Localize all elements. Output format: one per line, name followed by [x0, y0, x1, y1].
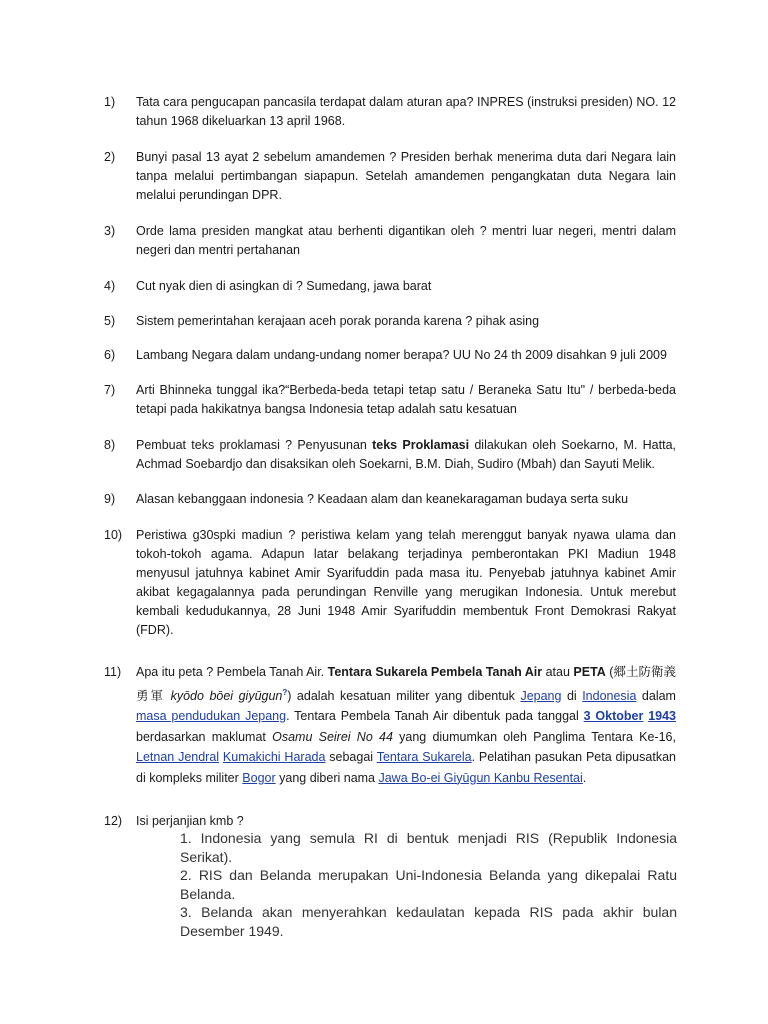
question-number: 1) [104, 95, 116, 109]
question-5 [104, 312, 676, 331]
link-letnan-jendral[interactable]: Letnan Jendral [136, 750, 220, 765]
link-jawa-bo-ei[interactable]: Jawa Bo-ei Giyūgun Kanbu Resentai [378, 770, 583, 785]
question-8 [104, 436, 676, 474]
question-text: Sistem pemerintahan kerajaan aceh porak poranda karena ? pihak asing [136, 314, 540, 328]
question-text-part: Apa itu peta ? Pembela Tanah Air. [136, 665, 328, 679]
question-text-part: yang diberi nama [275, 770, 379, 785]
link-bogor[interactable]: Bogor [242, 770, 276, 785]
question-text-part: atau [542, 665, 574, 679]
question-9 [104, 490, 676, 509]
link-1943[interactable]: 1943 [648, 709, 676, 724]
question-number: 2) [104, 150, 116, 164]
list-item: 3. Belanda akan menyerahkan kedaulatan kepada RIS pada akhir bulan Desember 1949. [180, 904, 677, 939]
question-text [136, 436, 676, 474]
question-number: 12) [104, 814, 123, 828]
kanji-text: 郷土防衛義勇軍 [136, 664, 677, 703]
question-number: 8) [104, 438, 116, 452]
question-text-part: . [582, 770, 587, 785]
question-1 [104, 93, 676, 131]
question-3 [104, 222, 676, 260]
question-text: Cut nyak dien di asingkan di ? Sumedang, jawa barat [136, 279, 432, 293]
question-text: Bunyi pasal 13 ayat 2 sebelum amandemen ? Presiden berhak menerima duta dari Negara lain tanpa melalui pertimbangan siapapun. Setelah amandemen pengangkatan duta Negara lain melalui perundingan DPR. [136, 150, 676, 202]
question-number: 7) [104, 383, 116, 397]
bold-text: PETA [573, 665, 606, 679]
question-text-part: ) adalah kesatuan militer yang dibentuk [287, 688, 521, 703]
question-text-part: dilakukan oleh Soekarno, M. Hatta, Achmad Soebardjo dan disaksikan oleh Soekarni, B.M. Diah, Sudiro (Mbah) dan Sayuti Melik. [136, 438, 677, 471]
question-number: 10) [104, 528, 123, 542]
question-text: Arti Bhinneka tunggal ika?“Berbeda-beda tetapi tetap satu / Beraneka Satu Itu" / berbeda-beda tetapi pada hakikatnya bangsa Indonesia tetap adalah satu kesatuan [136, 383, 676, 416]
question-number: 6) [104, 348, 116, 362]
question-text-part: . Tentara Pembela Tanah Air dibentuk pada tanggal [286, 709, 584, 724]
question-number: 4) [104, 279, 116, 293]
question-text-part: berdasarkan maklumat [136, 729, 273, 744]
question-text: Lambang Negara dalam undang-undang nomer berapa? UU No 24 th 2009 disahkan 9 juli 2009 [136, 348, 667, 362]
question-text-part: ( [605, 665, 614, 679]
italic-text: Osamu Seirei No 44 [272, 729, 393, 744]
link-masa-pendudukan-jepang[interactable]: masa pendudukan Jepang [136, 709, 287, 724]
list-item: 2. RIS dan Belanda merupakan Uni-Indonesia Belanda yang dikepalai Ratu Belanda. [180, 867, 677, 902]
question-4 [104, 277, 676, 296]
bold-text: Tentara Sukarela Pembela Tanah Air [327, 665, 543, 679]
question-text: Tata cara pengucapan pancasila terdapat dalam aturan apa? INPRES (instruksi presiden) NO. 12 tahun 1968 dikeluarkan 13 april 1968. [136, 95, 676, 128]
question-number: 11) [104, 665, 122, 679]
question-6 [104, 346, 676, 365]
italic-text: kyōdo bōei giyūgun [165, 688, 283, 703]
question-number: 3) [104, 224, 116, 238]
link-kumakichi-harada[interactable]: Kumakichi Harada [222, 750, 326, 765]
question-text: Peristiwa g30spki madiun ? peristiwa kelam yang telah merenggut banyak nyawa ulama dan tokoh-tokoh agama. Adapun latar belakang terjadinya pemberontakan PKI Madiun 1948 menyusul jatuhnya kabinet Amir Syarifuddin pada masa itu. Penyebab jatuhnya kabinet Amir akibat kegagalannya pada perundingan Renville yang merugikan Indonesia. Untuk merebut kembali kedudukannya, 28 Juni 1948 Amir Syarifuddin membentuk Front Demokrasi Rakyat (FDR). [136, 528, 676, 637]
question-text [136, 662, 676, 788]
question-text: Alasan kebanggaan indonesia ? Keadaan alam dan keanekaragaman budaya serta suku [136, 492, 629, 506]
link-jepang[interactable]: Jepang [520, 688, 562, 703]
list-item: 1. Indonesia yang semula RI di bentuk menjadi RIS (Republik Indonesia Serikat). [180, 830, 677, 865]
question-7 [104, 381, 676, 419]
question-text-part: . Pelatihan pasukan Peta dipusatkan di kompleks militer [136, 750, 676, 785]
question-11 [104, 662, 676, 788]
question-text-part: yang diumumkan oleh Panglima Tentara Ke-16, [392, 729, 676, 744]
reference-link[interactable]: ? [282, 687, 288, 697]
question-number: 5) [104, 314, 116, 328]
link-3-oktober[interactable]: 3 Oktober [583, 709, 644, 724]
question-text: Isi perjanjian kmb ? [136, 814, 244, 828]
bold-text: teks Proklamasi [372, 438, 470, 452]
question-text-part: sebagai [325, 750, 377, 765]
question-text-part: Pembuat teks proklamasi ? Penyusunan [136, 438, 373, 452]
kmb-list [180, 829, 677, 940]
link-indonesia[interactable]: Indonesia [582, 688, 637, 703]
question-2 [104, 148, 676, 205]
question-text-part: di [561, 688, 583, 703]
question-10 [104, 526, 676, 640]
question-text-part: dalam [636, 688, 676, 703]
question-text: Orde lama presiden mangkat atau berhenti digantikan oleh ? mentri luar negeri, mentri dalam negeri dan mentri pertahanan [136, 224, 676, 257]
link-tentara-sukarela[interactable]: Tentara Sukarela [376, 750, 472, 765]
question-number: 9) [104, 492, 116, 506]
